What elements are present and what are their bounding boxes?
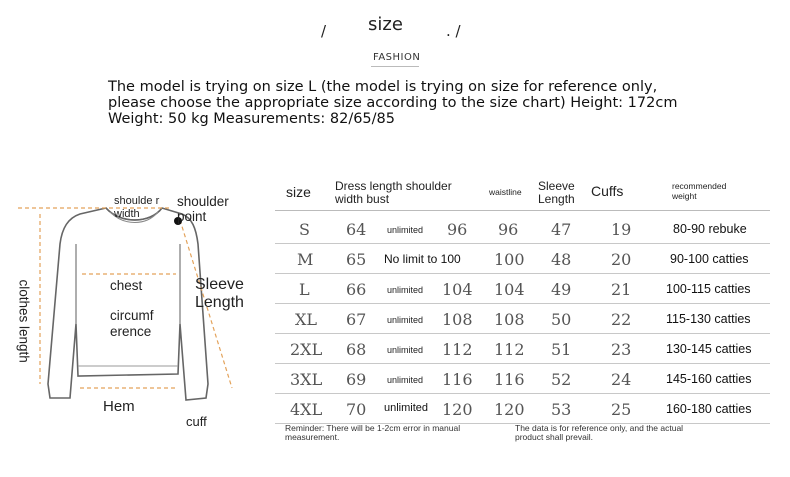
sleeve-cell: 50 xyxy=(551,310,572,329)
subtitle-underline xyxy=(371,66,419,67)
sleeve-cell: 53 xyxy=(551,400,572,419)
header-sleeve-length: Sleeve Length xyxy=(538,179,575,206)
shoulder-cell: unlimited xyxy=(387,225,424,235)
waist-cell: 116 xyxy=(494,370,525,389)
garment-diagram xyxy=(10,188,280,438)
waist-cell: 108 xyxy=(494,310,525,329)
shoulder-cell: No limit to 100 xyxy=(384,252,461,266)
waist-cell: 96 xyxy=(498,220,519,239)
length-cell: 70 xyxy=(346,400,367,419)
table-row xyxy=(275,213,770,244)
waist-cell: 112 xyxy=(494,340,525,359)
table-row xyxy=(275,333,770,364)
length-cell: 64 xyxy=(346,220,367,239)
shoulder-cell: unlimited xyxy=(387,285,424,295)
circumference-label: circumf erence xyxy=(110,308,154,339)
size-cell: S xyxy=(299,220,310,239)
cuffs-cell: 21 xyxy=(611,280,632,299)
bust-cell: 104 xyxy=(442,280,473,299)
cuffs-cell: 22 xyxy=(611,310,632,329)
bust-cell: 120 xyxy=(442,400,473,419)
weight-cell: 100-115 catties xyxy=(666,282,751,296)
reference-note: The data is for reference only, and the actual product shall prevail. xyxy=(515,423,684,442)
cuffs-cell: 24 xyxy=(611,370,632,389)
weight-cell: 80-90 rebuke xyxy=(673,222,747,236)
shoulder-cell: unlimited xyxy=(384,402,429,414)
garment-outline xyxy=(48,208,208,400)
sleeve-length-label: Sleeve Length xyxy=(195,276,244,311)
header-cuffs: Cuffs xyxy=(591,183,624,199)
weight-cell: 90-100 catties xyxy=(670,252,749,266)
length-cell: 67 xyxy=(346,310,367,329)
decor-dot-slash: . / xyxy=(446,22,461,40)
bust-cell: 108 xyxy=(442,310,473,329)
chest-label: chest xyxy=(110,278,143,293)
sleeve-cell: 49 xyxy=(551,280,572,299)
header-dress-length: Dress length shoulder width bust xyxy=(335,179,452,206)
reminder-note: Reminder: There will be 1-2cm error in manual measurement. xyxy=(285,423,461,442)
weight-cell: 130-145 catties xyxy=(666,342,752,356)
waist-cell: 100 xyxy=(494,250,525,269)
hem-label: Hem xyxy=(103,398,135,415)
length-cell: 68 xyxy=(346,340,367,359)
shoulder-width-label: shoulde r width xyxy=(114,195,160,220)
sleeve-cell: 48 xyxy=(551,250,572,269)
shoulder-cell: unlimited xyxy=(387,315,424,325)
table-row xyxy=(275,393,770,424)
cuff-label: cuff xyxy=(186,414,207,429)
size-cell: 2XL xyxy=(290,340,323,359)
header-recommended-weight: recommended weight xyxy=(672,181,727,201)
shoulder-cell: unlimited xyxy=(387,345,424,355)
header-waistline: waistline xyxy=(489,187,522,197)
table-header xyxy=(275,172,770,211)
size-cell: M xyxy=(297,250,314,269)
length-cell: 65 xyxy=(346,250,367,269)
bust-cell: 112 xyxy=(442,340,473,359)
waist-cell: 104 xyxy=(494,280,525,299)
model-description: The model is trying on size L (the model is trying on size for reference only, please choose the appropriate size according to the size chart) Height: 172cm Weight: 50 kg Measurements: 82/65/85 xyxy=(108,79,678,127)
length-cell: 66 xyxy=(346,280,367,299)
sleeve-cell: 51 xyxy=(551,340,572,359)
cuffs-cell: 25 xyxy=(611,400,632,419)
size-table xyxy=(275,172,770,442)
shoulder-point-label: shoulder point xyxy=(177,194,229,224)
size-cell: L xyxy=(299,280,310,299)
table-row xyxy=(275,303,770,334)
weight-cell: 145-160 catties xyxy=(666,372,752,386)
size-cell: XL xyxy=(295,310,318,329)
length-cell: 69 xyxy=(346,370,367,389)
bust-cell: 116 xyxy=(442,370,473,389)
waist-cell: 120 xyxy=(494,400,525,419)
cuffs-cell: 23 xyxy=(611,340,632,359)
cuffs-cell: 20 xyxy=(611,250,632,269)
page-title: size xyxy=(368,14,403,35)
size-cell: 3XL xyxy=(290,370,323,389)
size-cell: 4XL xyxy=(290,400,323,419)
table-row xyxy=(275,243,770,274)
subtitle: FASHION xyxy=(373,52,421,63)
table-row xyxy=(275,363,770,394)
header-size: size xyxy=(286,184,311,200)
table-row xyxy=(275,273,770,304)
shoulder-cell: unlimited xyxy=(387,375,424,385)
decor-slash: / xyxy=(321,22,327,40)
clothes-length-label: clothes length xyxy=(16,279,32,363)
weight-cell: 160-180 catties xyxy=(666,402,752,416)
sleeve-cell: 47 xyxy=(551,220,572,239)
sleeve-cell: 52 xyxy=(551,370,572,389)
bust-cell: 96 xyxy=(447,220,468,239)
cuffs-cell: 19 xyxy=(611,220,632,239)
weight-cell: 115-130 catties xyxy=(666,312,751,326)
